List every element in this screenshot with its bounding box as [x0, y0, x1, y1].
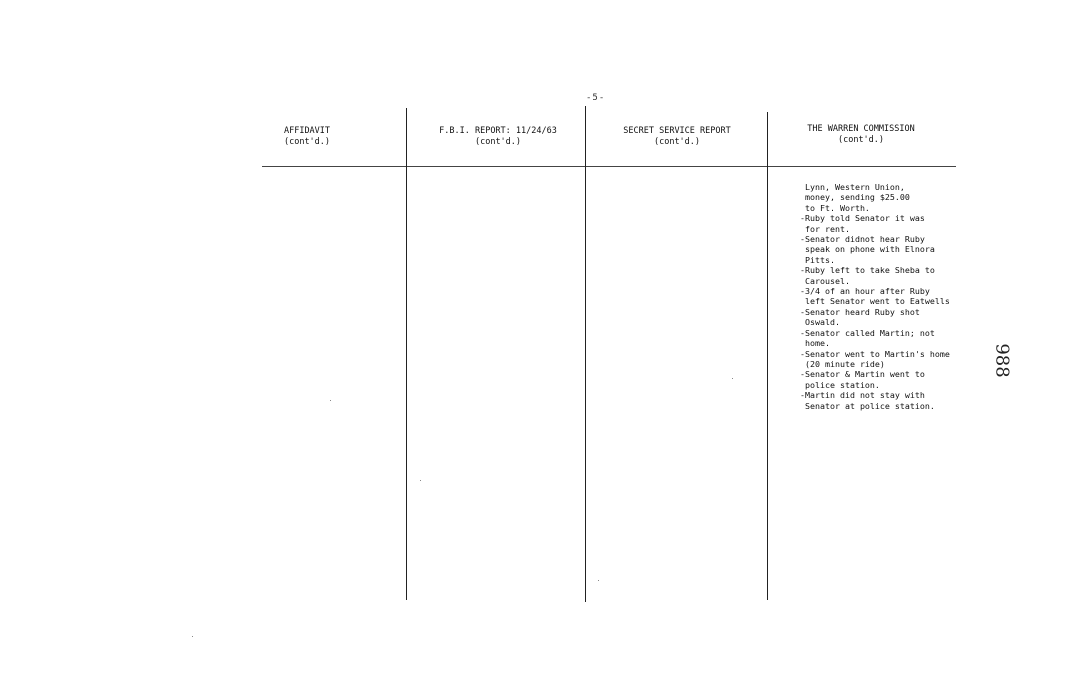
list-item: -Senator didnot hear Ruby: [800, 234, 925, 245]
column-subtitle: (cont'd.): [837, 135, 885, 145]
list-item: for rent.: [800, 223, 850, 234]
list-item: money, sending $25.00: [800, 192, 910, 203]
scan-speck: [598, 580, 599, 581]
column-subtitle: (cont'd.): [474, 137, 522, 147]
list-item: -Martin did not stay with: [800, 390, 925, 401]
list-item: -Senator & Martin went to: [800, 369, 925, 380]
column-title: SECRET SERVICE REPORT: [623, 126, 731, 136]
scan-speck: [192, 636, 193, 637]
warren-commission-entries: [800, 182, 950, 411]
list-item: speak on phone with Elnora: [800, 244, 935, 255]
list-item: home.: [800, 338, 830, 349]
scan-speck: [330, 400, 331, 401]
column-subtitle: (cont'd.): [653, 137, 701, 147]
column-subtitle: (cont'd.): [283, 137, 331, 147]
scan-speck: [420, 480, 421, 481]
column-header-affidavit: [262, 126, 352, 148]
column-divider-1: [406, 108, 407, 600]
column-title: AFFIDAVIT: [283, 126, 331, 136]
column-header-fbi-report: [418, 126, 578, 148]
list-item: Pitts.: [800, 254, 835, 265]
list-item: -Ruby told Senator it was: [800, 213, 925, 224]
list-item: (20 minute ride): [800, 358, 885, 369]
list-item: Oswald.: [800, 317, 840, 328]
list-item: -3/4 of an hour after Ruby: [800, 286, 930, 297]
list-item: -Ruby left to take Sheba to: [800, 265, 935, 276]
list-item: Carousel.: [800, 275, 850, 286]
list-item: left Senator went to Eatwells: [800, 296, 950, 307]
list-item: police station.: [800, 379, 880, 390]
archive-page-number: 988: [991, 343, 1013, 378]
column-title: F.B.I. REPORT: 11/24/63: [439, 126, 557, 136]
list-item: to Ft. Worth.: [800, 202, 870, 213]
column-header-secret-service: [596, 126, 758, 148]
list-item: -Senator called Martin; not: [800, 327, 935, 338]
list-item: Lynn, Western Union,: [800, 182, 905, 192]
list-item: -Senator went to Martin's home: [800, 348, 950, 359]
column-title: THE WARREN COMMISSION: [807, 124, 915, 134]
column-divider-2: [585, 106, 586, 602]
list-item: Senator at police station.: [800, 400, 935, 411]
scan-speck: [732, 378, 733, 379]
header-divider-line: [262, 166, 956, 167]
column-header-warren-commission: [776, 124, 946, 146]
list-item: -Senator heard Ruby shot: [800, 306, 920, 317]
page-number: -5-: [586, 93, 606, 103]
column-divider-3: [767, 112, 768, 600]
